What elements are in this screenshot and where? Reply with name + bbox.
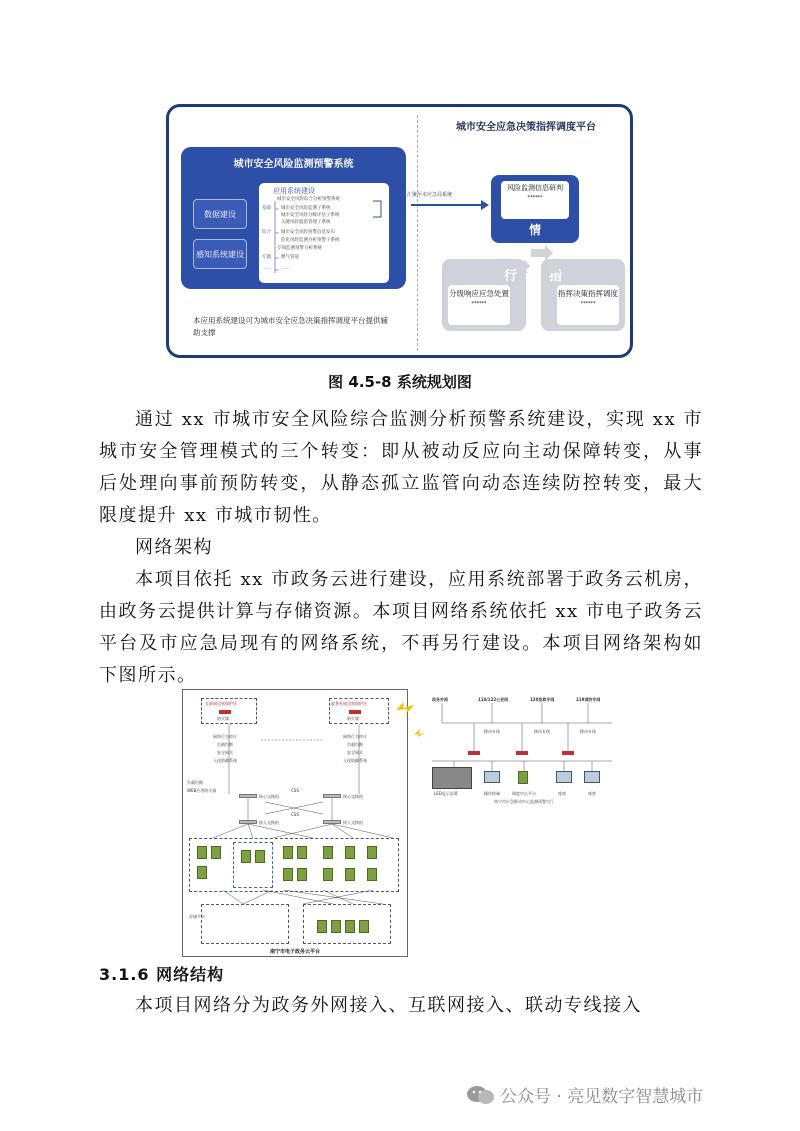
gov-cloud-caption: 南宁市电子政务云平台	[269, 949, 320, 955]
arrow-label: 汇聚至市应急局系统	[407, 192, 453, 198]
link-label: 移动专线	[484, 729, 500, 734]
device-label: LED显示屏幕	[434, 791, 458, 796]
side-label: 负载均衡	[187, 780, 203, 785]
stack-item: 网络行为审计	[213, 734, 237, 739]
terminal-icon	[584, 771, 600, 783]
watermark-text: 公众号 · 亮见数字智慧城市	[500, 1087, 704, 1107]
server-icon	[359, 920, 369, 933]
arrow-right-icon	[409, 199, 489, 211]
led-screen-icon	[432, 767, 472, 789]
left-system-title: 城市安全风险监测预警系统	[233, 159, 354, 170]
paragraph-network: 本项目依托 xx 市政务云进行建设，应用系统部署于政务云机房，由政务云提供计算与存储资源。本项目网络系统依托 xx 市电子政务云平台及市应急局现有的网络系统，不再另行建设。本项目网络架构如下图所示。	[99, 569, 703, 686]
system-planning-figure	[166, 104, 633, 358]
server-icon	[197, 846, 207, 859]
network-header: 119消防专网	[576, 697, 601, 702]
application-system-card	[259, 183, 389, 283]
card-line: 危化风险监测分析预警子系统	[281, 238, 340, 243]
stack-item: 安全网关	[217, 750, 233, 755]
risk-box-text: 风险监测信息研判 ******	[501, 181, 569, 219]
stack-item: 负载均衡	[347, 742, 363, 747]
card-side-label: 综合	[262, 230, 271, 235]
stack-item: 网络行为审计	[343, 734, 367, 739]
css-label: CSS	[291, 812, 299, 817]
card-line: ……	[281, 266, 290, 271]
card-side-label: 专题	[262, 255, 271, 260]
core-switch-label: 核心交换机	[259, 794, 279, 799]
device-label: 座席	[588, 791, 596, 796]
situation-char: 情	[528, 223, 541, 237]
gov-zone-label: 政务外网边界保护区	[331, 701, 367, 706]
card-line: 城市安全风险分级评估子系统	[281, 213, 340, 218]
server-icon	[367, 868, 377, 881]
terminal-icon	[484, 771, 500, 783]
stack-item: 入侵防御系统	[213, 758, 237, 763]
server-icon	[197, 866, 207, 879]
device-label: 调度中心平台	[512, 791, 536, 796]
server-icon	[211, 846, 221, 859]
section-title: 网络结构	[156, 965, 225, 984]
cycle-arrows-icon	[509, 245, 569, 273]
risk-monitoring-box	[491, 175, 579, 243]
support-note: 本应用系统建设可为城市安全应急决策指挥调度平台提供辅助支撑	[193, 316, 388, 337]
server-icon	[345, 920, 355, 933]
server-icon	[297, 846, 307, 859]
response-box-text: 分级响应应急处置 ******	[448, 285, 510, 325]
network-diagram-right	[412, 695, 628, 807]
figure1-caption: 图 4.5-8 系统规划图	[328, 373, 472, 391]
stack-item: 入侵防御系统	[343, 758, 367, 763]
network-diagram-left	[182, 689, 408, 957]
network-header: 政务外网	[432, 697, 448, 702]
server-icon	[331, 920, 341, 933]
card-line: 专项监测预警分析系统	[277, 246, 322, 251]
card-line: 关键风险隐患管理子系统	[281, 220, 331, 225]
server-icon	[283, 868, 293, 881]
card-tree-lines	[259, 183, 389, 283]
lightning-icon	[394, 700, 416, 716]
action-char: 行	[504, 269, 518, 284]
sensing-construction-pill: 感知系统建设	[193, 239, 247, 269]
link-label: 移动专线	[534, 729, 550, 734]
card-line: 城市安全风险预警信息发布	[281, 230, 335, 235]
card-side-label: 基础	[262, 206, 271, 211]
section-number: 3.1.6	[99, 965, 150, 984]
connector-bracket	[373, 199, 393, 219]
network-header: 120急救专网	[530, 697, 555, 702]
card-line: 城市安全风险监测子系统	[281, 206, 331, 211]
server-icon	[323, 868, 333, 881]
device-label: 操作终端	[484, 791, 500, 796]
app-server-group	[233, 842, 273, 888]
section-heading	[99, 962, 224, 985]
css-label: CSS	[291, 788, 299, 793]
wechat-icon	[466, 1084, 496, 1106]
internet-zone-label: 互联网边界保护区	[205, 701, 237, 706]
data-construction-pill: 数据建设	[193, 199, 247, 229]
server-icon	[345, 868, 355, 881]
stack-item: 安全网关	[347, 750, 363, 755]
server-icon	[323, 846, 333, 859]
link-label: 移动专线	[580, 729, 596, 734]
command-box-text: 指挥决策指挥调度 ******	[557, 285, 619, 325]
storage-label: 存储平台	[189, 914, 205, 919]
server-icon	[317, 920, 327, 933]
access-switch-label: 接入交换机	[343, 820, 363, 825]
server-icon	[241, 850, 251, 863]
card-line: 燃气管道	[281, 255, 299, 260]
command-char: 指	[549, 269, 563, 284]
device-label: 座席	[558, 791, 566, 796]
paragraph-network-structure: 本项目网络分为政务外网接入、互联网接入、联动专线接入	[135, 995, 642, 1016]
server-icon	[255, 850, 265, 863]
card-side-label: ……	[262, 266, 271, 271]
side-label: WEB应用防火墙	[187, 788, 217, 793]
firewall-label: 防火墙	[347, 716, 359, 721]
command-platform-title: 城市安全应急决策指挥调度平台	[456, 122, 596, 133]
card-line: 城市安全风险综合分析预警系统	[277, 197, 340, 202]
server-icon	[283, 846, 293, 859]
hall-caption: 南宁市应急联动中心监测预警大厅	[494, 799, 554, 804]
divider	[417, 115, 418, 351]
storage-zone-left	[201, 904, 289, 944]
paragraph-transformation: 通过 xx 市城市安全风险综合监测分析预警系统建设，实现 xx 市城市安全管理模式的三个转变：即从被动反应向主动保障转变，从事后处理向事前预防转变，从静态孤立监管向动态连续防控转变，最大限度提升 xx 市城市韧性。	[99, 409, 703, 526]
server-icon	[518, 771, 528, 784]
server-icon	[345, 846, 355, 859]
heading-network-architecture: 网络架构	[135, 537, 213, 558]
network-header: 110/122公安网	[478, 697, 509, 702]
server-icon	[367, 846, 377, 859]
terminal-icon	[556, 771, 572, 783]
server-icon	[297, 868, 307, 881]
card-title: 应用系统建设	[273, 187, 315, 195]
core-switch-label: 核心交换机	[343, 794, 363, 799]
stack-item: 负载均衡	[217, 742, 233, 747]
firewall-label: 防火墙	[217, 716, 229, 721]
access-switch-label: 接入交换机	[259, 820, 279, 825]
